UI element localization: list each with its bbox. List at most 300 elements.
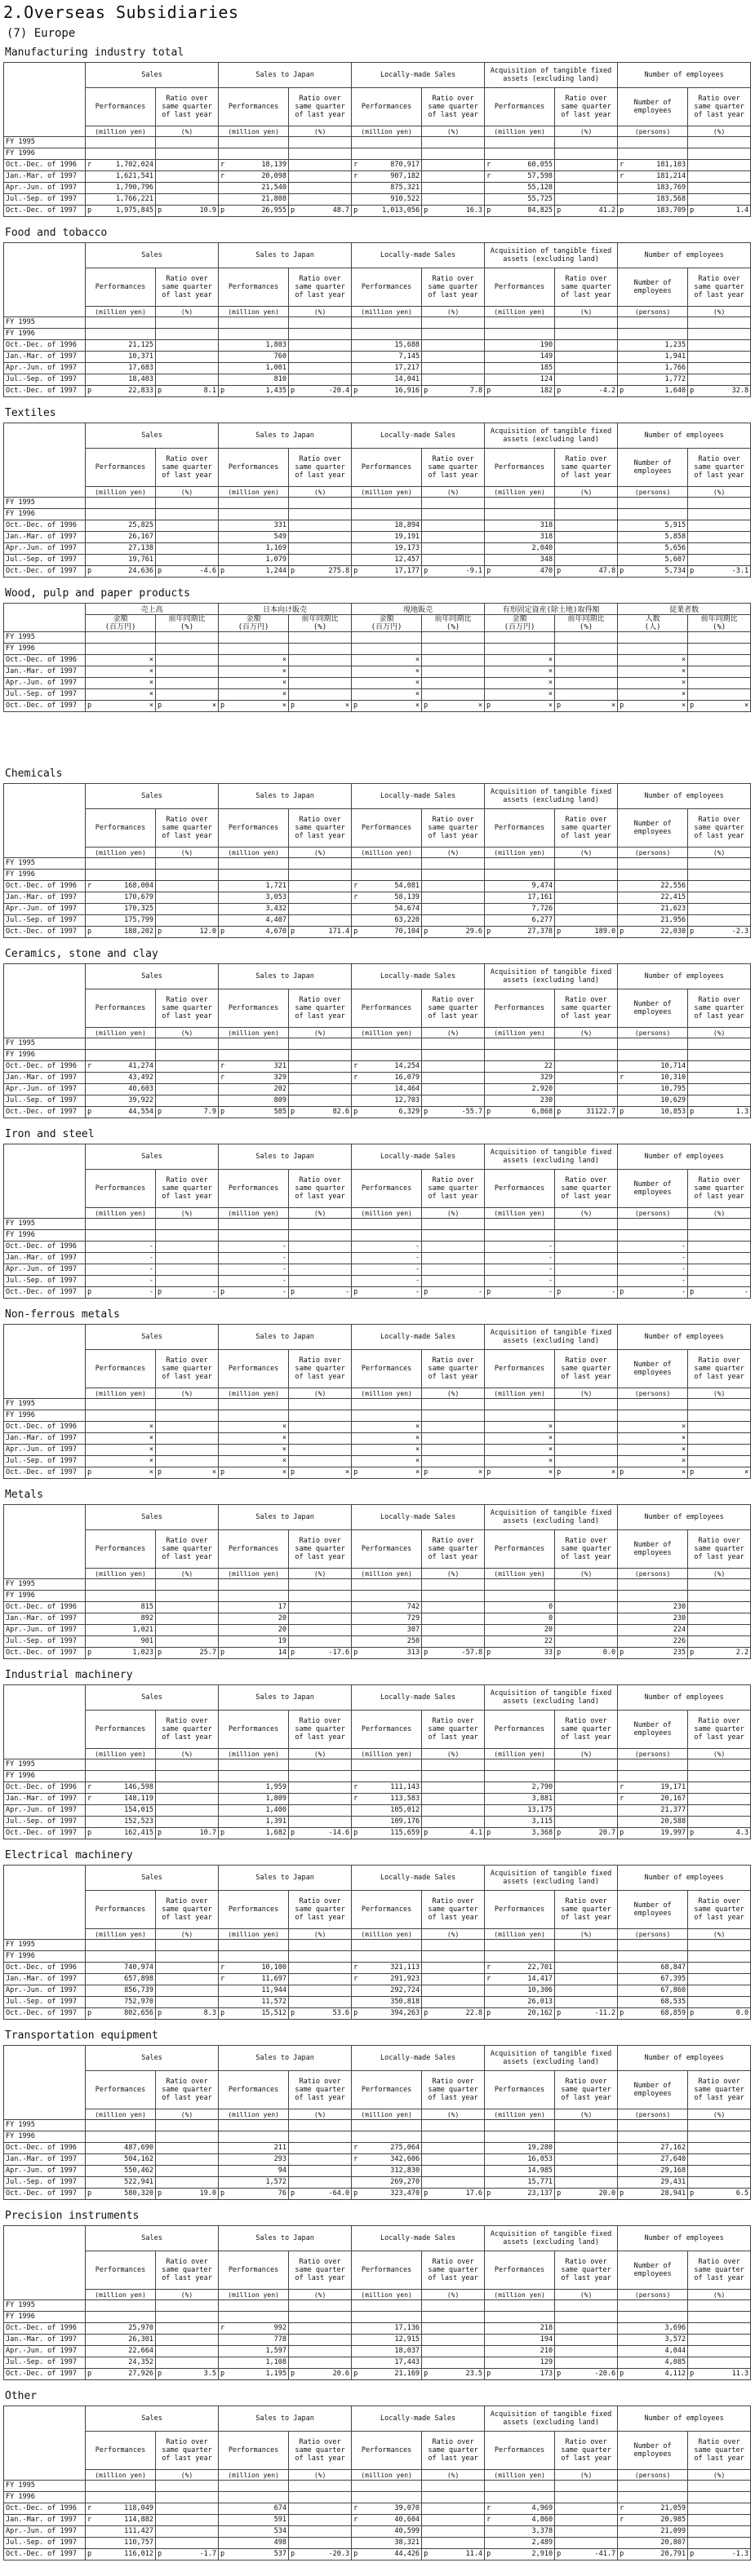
ratio-cell	[295, 183, 352, 194]
value-cell: 33	[491, 1648, 555, 1659]
status-flag	[219, 1625, 225, 1636]
value-cell	[358, 2481, 422, 2492]
column-header-ratio: Ratio over same quarter of last year	[555, 88, 618, 126]
status-flag	[688, 1997, 695, 2008]
status-flag	[156, 509, 162, 520]
status-flag: r	[485, 160, 491, 171]
column-header-performance: Number of employees	[618, 449, 688, 487]
table-row	[4, 352, 751, 363]
status-flag	[289, 1242, 295, 1253]
status-flag: p	[485, 566, 491, 578]
status-flag	[219, 2538, 225, 2549]
status-flag: p	[156, 1287, 162, 1299]
status-flag	[352, 498, 358, 509]
ratio-cell	[295, 2481, 352, 2492]
status-flag	[555, 904, 562, 915]
ratio-cell	[695, 160, 751, 171]
status-flag: r	[618, 171, 624, 183]
ratio-cell	[295, 1433, 352, 1445]
column-group-header: Sales	[86, 1505, 219, 1530]
ratio-cell	[162, 509, 219, 520]
status-flag	[618, 1264, 624, 1276]
section-block	[3, 1306, 752, 1486]
value-cell	[358, 1579, 422, 1591]
status-flag	[485, 1276, 491, 1287]
ratio-cell	[562, 498, 618, 509]
unit-label: (%)	[422, 848, 485, 858]
status-flag	[688, 881, 695, 892]
status-flag: p	[156, 386, 162, 397]
column-group-header: Locally-made Sales	[352, 964, 485, 989]
ratio-cell	[295, 1061, 352, 1073]
status-flag	[688, 2357, 695, 2369]
column-header-performance: Performances	[219, 809, 289, 848]
ratio-cell: 4.1	[429, 1828, 485, 1839]
value-cell: ×	[624, 689, 688, 701]
value-cell: 1,809	[225, 1794, 289, 1805]
ratio-cell	[162, 2481, 219, 2492]
ratio-cell	[562, 1759, 618, 1771]
value-cell: 1,766	[624, 363, 688, 374]
status-flag	[422, 689, 429, 701]
value-cell	[225, 870, 289, 881]
status-flag	[156, 1782, 162, 1794]
column-header-ratio: 前年同期比 (%)	[555, 615, 618, 632]
status-flag	[688, 2515, 695, 2526]
ratio-cell: 17.6	[429, 2189, 485, 2200]
ratio-cell	[295, 2538, 352, 2549]
status-flag	[289, 1433, 295, 1445]
status-flag: p	[688, 1467, 695, 1479]
status-flag	[422, 1050, 429, 1061]
ratio-cell: -1.3	[695, 2549, 751, 2561]
ratio-cell	[295, 632, 352, 644]
status-flag	[688, 194, 695, 206]
table-row	[4, 870, 751, 881]
status-flag	[688, 1602, 695, 1613]
column-group-header: Acquisition of tangible fixed assets (excluding land)	[485, 423, 618, 449]
status-flag: p	[422, 701, 429, 712]
table-row	[4, 566, 751, 578]
value-cell: 4,670	[225, 927, 289, 938]
status-flag: p	[485, 2369, 491, 2380]
column-group-header: Sales to Japan	[219, 1144, 352, 1170]
row-label: Oct.-Dec. of 1996	[4, 1242, 86, 1253]
status-flag	[555, 2481, 562, 2492]
value-cell: 591	[225, 2515, 289, 2526]
row-label: Apr.-Jun. of 1997	[4, 1084, 86, 1095]
value-cell: 1,079	[225, 555, 289, 566]
row-label: Oct.-Dec. of 1996	[4, 520, 86, 532]
status-flag	[422, 1997, 429, 2008]
value-cell: -	[225, 1264, 289, 1276]
status-flag	[688, 1974, 695, 1985]
status-flag: p	[289, 566, 295, 578]
status-flag	[485, 543, 491, 555]
status-flag	[485, 1940, 491, 1951]
ratio-cell	[429, 340, 485, 352]
header-row-columns	[4, 2071, 751, 2109]
value-cell: 67,395	[624, 1974, 688, 1985]
header-row-groups	[4, 964, 751, 989]
status-flag	[422, 1253, 429, 1264]
unit-label: (persons)	[618, 487, 688, 498]
status-flag	[219, 2492, 225, 2503]
header-row-units	[4, 1929, 751, 1940]
value-cell	[92, 1219, 156, 1230]
column-header-performance: Number of employees	[618, 2432, 688, 2470]
ratio-cell: 4.3	[695, 1828, 751, 1839]
status-flag	[555, 1636, 562, 1648]
status-flag	[485, 555, 491, 566]
unit-label: (million yen)	[352, 487, 422, 498]
status-flag	[422, 915, 429, 927]
status-flag	[618, 2357, 624, 2369]
value-cell	[92, 2120, 156, 2131]
status-flag	[156, 915, 162, 927]
status-flag	[555, 183, 562, 194]
value-cell: 168,004	[92, 881, 156, 892]
header-row-groups	[4, 423, 751, 449]
status-flag	[156, 543, 162, 555]
value-cell: ×	[624, 1445, 688, 1456]
column-header-ratio: Ratio over same quarter of last year	[688, 268, 751, 307]
row-label: Jan.-Mar. of 1997	[4, 2335, 86, 2346]
column-header-ratio: Ratio over same quarter of last year	[156, 88, 219, 126]
value-cell	[92, 2481, 156, 2492]
table-row	[4, 2492, 751, 2503]
ratio-cell	[295, 543, 352, 555]
status-flag	[289, 2131, 295, 2143]
unit-label: (%)	[555, 1929, 618, 1940]
value-cell	[358, 1399, 422, 1410]
status-flag	[219, 870, 225, 881]
status-flag	[688, 171, 695, 183]
ratio-cell	[295, 532, 352, 543]
status-flag: p	[156, 2008, 162, 2020]
header-row-units	[4, 1569, 751, 1579]
column-header-ratio: 前年同期比 (%)	[289, 615, 352, 632]
row-label: Jul.-Sep. of 1997	[4, 2538, 86, 2549]
column-header-ratio: Ratio over same quarter of last year	[555, 1711, 618, 1749]
status-flag	[422, 183, 429, 194]
column-header-ratio: Ratio over same quarter of last year	[688, 989, 751, 1028]
row-label: FY 1996	[4, 1050, 86, 1061]
status-flag	[688, 904, 695, 915]
unit-label: (million yen)	[352, 1388, 422, 1399]
status-flag: p	[352, 2549, 358, 2561]
status-flag	[156, 1951, 162, 1963]
value-cell	[92, 148, 156, 160]
column-group-header: 現地販売	[352, 604, 485, 615]
ratio-cell	[295, 2120, 352, 2131]
unit-label: (persons)	[618, 126, 688, 137]
status-flag	[86, 2120, 92, 2131]
status-flag: p	[352, 2189, 358, 2200]
ratio-cell	[695, 904, 751, 915]
ratio-cell	[295, 2312, 352, 2323]
column-header-performance: Performances	[485, 2071, 555, 2109]
status-flag	[219, 881, 225, 892]
value-cell: 809	[225, 1095, 289, 1107]
row-label: FY 1996	[4, 644, 86, 655]
row-label: FY 1995	[4, 858, 86, 870]
value-cell: 17,217	[358, 363, 422, 374]
status-flag: p	[289, 2549, 295, 2561]
ratio-cell	[429, 2346, 485, 2357]
column-header-performance: Number of employees	[618, 2251, 688, 2290]
status-flag	[422, 632, 429, 644]
row-label: FY 1995	[4, 498, 86, 509]
status-flag	[422, 666, 429, 678]
status-flag	[688, 329, 695, 340]
ratio-cell: 32.8	[695, 386, 751, 397]
ratio-cell	[562, 881, 618, 892]
status-flag	[156, 1276, 162, 1287]
row-label: FY 1996	[4, 1591, 86, 1602]
value-cell: 6,868	[491, 1107, 555, 1118]
column-header-performance: Performances	[219, 1350, 289, 1388]
status-flag	[485, 1951, 491, 1963]
row-label: FY 1996	[4, 2131, 86, 2143]
row-label: Oct.-Dec. of 1997	[4, 2369, 86, 2380]
status-flag	[555, 1038, 562, 1050]
value-cell: 20,098	[225, 171, 289, 183]
status-flag	[422, 340, 429, 352]
value-cell	[225, 1050, 289, 1061]
stub-cell	[4, 63, 86, 137]
status-flag	[422, 2538, 429, 2549]
status-flag: p	[86, 1648, 92, 1659]
ratio-cell: ×	[295, 701, 352, 712]
status-flag	[618, 904, 624, 915]
value-cell: 43,492	[92, 1073, 156, 1084]
row-label: Jul.-Sep. of 1997	[4, 1276, 86, 1287]
status-flag: p	[422, 1467, 429, 1479]
table-row	[4, 2481, 751, 2492]
ratio-cell: ×	[429, 701, 485, 712]
ratio-cell	[695, 340, 751, 352]
status-flag: p	[86, 1107, 92, 1118]
ratio-cell	[429, 1805, 485, 1817]
status-flag	[422, 1963, 429, 1974]
status-flag	[688, 892, 695, 904]
status-flag: p	[422, 2189, 429, 2200]
status-flag: p	[289, 1648, 295, 1659]
status-flag: p	[289, 927, 295, 938]
row-label: Apr.-Jun. of 1997	[4, 2166, 86, 2177]
unit-label: (%)	[156, 1388, 219, 1399]
status-flag	[352, 2492, 358, 2503]
ratio-cell	[562, 352, 618, 363]
status-flag: p	[485, 1467, 491, 1479]
status-flag: p	[422, 206, 429, 217]
ratio-cell	[162, 1963, 219, 1974]
value-cell: 21,059	[624, 2503, 688, 2515]
value-cell: 94	[225, 2166, 289, 2177]
column-group-header: Acquisition of tangible fixed assets (excluding land)	[485, 2406, 618, 2432]
ratio-cell	[162, 1230, 219, 1242]
status-flag	[86, 2526, 92, 2538]
value-cell: 16,916	[358, 386, 422, 397]
value-cell	[92, 329, 156, 340]
row-label: Oct.-Dec. of 1996	[4, 2323, 86, 2335]
ratio-cell	[162, 644, 219, 655]
table-row	[4, 858, 751, 870]
ratio-cell: 8.1	[162, 386, 219, 397]
value-cell: 17	[225, 1602, 289, 1613]
value-cell	[491, 1591, 555, 1602]
status-flag	[422, 555, 429, 566]
ratio-cell	[562, 1591, 618, 1602]
ratio-cell	[162, 1242, 219, 1253]
ratio-cell: -	[429, 1287, 485, 1299]
column-header-ratio: Ratio over same quarter of last year	[156, 2432, 219, 2470]
ratio-cell	[695, 689, 751, 701]
status-flag	[555, 1073, 562, 1084]
value-cell: ×	[92, 1445, 156, 1456]
value-cell: 992	[225, 2323, 289, 2335]
status-flag: p	[219, 927, 225, 938]
ratio-cell	[562, 2120, 618, 2131]
status-flag	[219, 1940, 225, 1951]
value-cell: 892	[92, 1613, 156, 1625]
unit-label: (%)	[289, 2470, 352, 2481]
column-header-ratio: Ratio over same quarter of last year	[422, 1711, 485, 1749]
ratio-cell	[562, 1940, 618, 1951]
value-cell	[358, 1940, 422, 1951]
value-cell: 20,985	[624, 2515, 688, 2526]
status-flag	[485, 2526, 491, 2538]
ratio-cell	[295, 1422, 352, 1433]
status-flag	[688, 363, 695, 374]
status-flag	[555, 1951, 562, 1963]
value-cell: 170,679	[92, 892, 156, 904]
table-row	[4, 2008, 751, 2020]
status-flag	[618, 183, 624, 194]
status-flag	[422, 2177, 429, 2189]
status-flag	[352, 1997, 358, 2008]
status-flag	[352, 352, 358, 363]
status-flag	[352, 509, 358, 520]
status-flag	[289, 555, 295, 566]
stub-cell	[4, 2406, 86, 2481]
ratio-cell	[295, 1974, 352, 1985]
value-cell: 19	[225, 1636, 289, 1648]
ratio-cell	[695, 1759, 751, 1771]
status-flag	[485, 915, 491, 927]
status-flag	[688, 2177, 695, 2189]
status-flag	[219, 1951, 225, 1963]
status-flag	[485, 1410, 491, 1422]
ratio-cell	[295, 340, 352, 352]
status-flag	[352, 1276, 358, 1287]
status-flag	[219, 1782, 225, 1794]
status-flag: p	[485, 1648, 491, 1659]
value-cell	[624, 148, 688, 160]
table-row	[4, 171, 751, 183]
status-flag	[352, 1084, 358, 1095]
ratio-cell: -3.1	[695, 566, 751, 578]
ratio-cell	[162, 1997, 219, 2008]
ratio-cell	[162, 1095, 219, 1107]
ratio-cell: -	[162, 1287, 219, 1299]
status-flag	[422, 1759, 429, 1771]
status-flag	[289, 183, 295, 194]
value-cell: ×	[225, 655, 289, 666]
value-cell: 2,910	[491, 2549, 555, 2561]
value-cell: 20,807	[624, 2538, 688, 2549]
status-flag	[618, 678, 624, 689]
ratio-cell	[295, 1095, 352, 1107]
status-flag	[485, 1805, 491, 1817]
status-flag: r	[86, 1061, 92, 1073]
status-flag	[485, 1038, 491, 1050]
column-group-header: Locally-made Sales	[352, 2406, 485, 2432]
status-flag: p	[422, 566, 429, 578]
status-flag: p	[618, 2008, 624, 2020]
column-group-header: Locally-made Sales	[352, 1685, 485, 1711]
ratio-cell	[695, 881, 751, 892]
status-flag: p	[688, 386, 695, 397]
ratio-cell	[162, 655, 219, 666]
column-group-header: Sales to Japan	[219, 2046, 352, 2071]
data-table	[3, 242, 751, 397]
value-cell	[491, 1230, 555, 1242]
value-cell: 22	[491, 1636, 555, 1648]
status-flag	[422, 2300, 429, 2312]
value-cell: 183,568	[624, 194, 688, 206]
ratio-cell	[695, 1050, 751, 1061]
column-group-header: Locally-made Sales	[352, 1325, 485, 1350]
status-flag	[422, 2120, 429, 2131]
column-header-performance: Number of employees	[618, 1530, 688, 1569]
table-row	[4, 1061, 751, 1073]
value-cell: 1,772	[624, 374, 688, 386]
status-flag	[485, 1782, 491, 1794]
value-cell: 9,474	[491, 881, 555, 892]
ratio-cell	[295, 1805, 352, 1817]
column-header-ratio: Ratio over same quarter of last year	[688, 2251, 751, 2290]
status-flag	[219, 858, 225, 870]
status-flag	[86, 1625, 92, 1636]
table-row	[4, 340, 751, 352]
table-row	[4, 1759, 751, 1771]
status-flag	[156, 1963, 162, 1974]
unit-label: (persons)	[618, 1929, 688, 1940]
value-cell: 5,607	[624, 555, 688, 566]
unit-label: (%)	[289, 126, 352, 137]
value-cell: ×	[491, 655, 555, 666]
status-flag	[352, 655, 358, 666]
status-flag	[86, 666, 92, 678]
status-flag	[86, 329, 92, 340]
column-header-performance: Performances	[219, 1170, 289, 1208]
value-cell: 18,894	[358, 520, 422, 532]
status-flag	[422, 317, 429, 329]
table-row	[4, 160, 751, 171]
status-flag	[219, 1399, 225, 1410]
table-row	[4, 927, 751, 938]
unit-label: (million yen)	[485, 126, 555, 137]
status-flag	[219, 1794, 225, 1805]
unit-label: (%)	[688, 126, 751, 137]
column-header-performance: Performances	[352, 1530, 422, 1569]
status-flag	[485, 689, 491, 701]
status-flag	[688, 915, 695, 927]
ratio-cell	[162, 1038, 219, 1050]
value-cell: 25,825	[92, 520, 156, 532]
